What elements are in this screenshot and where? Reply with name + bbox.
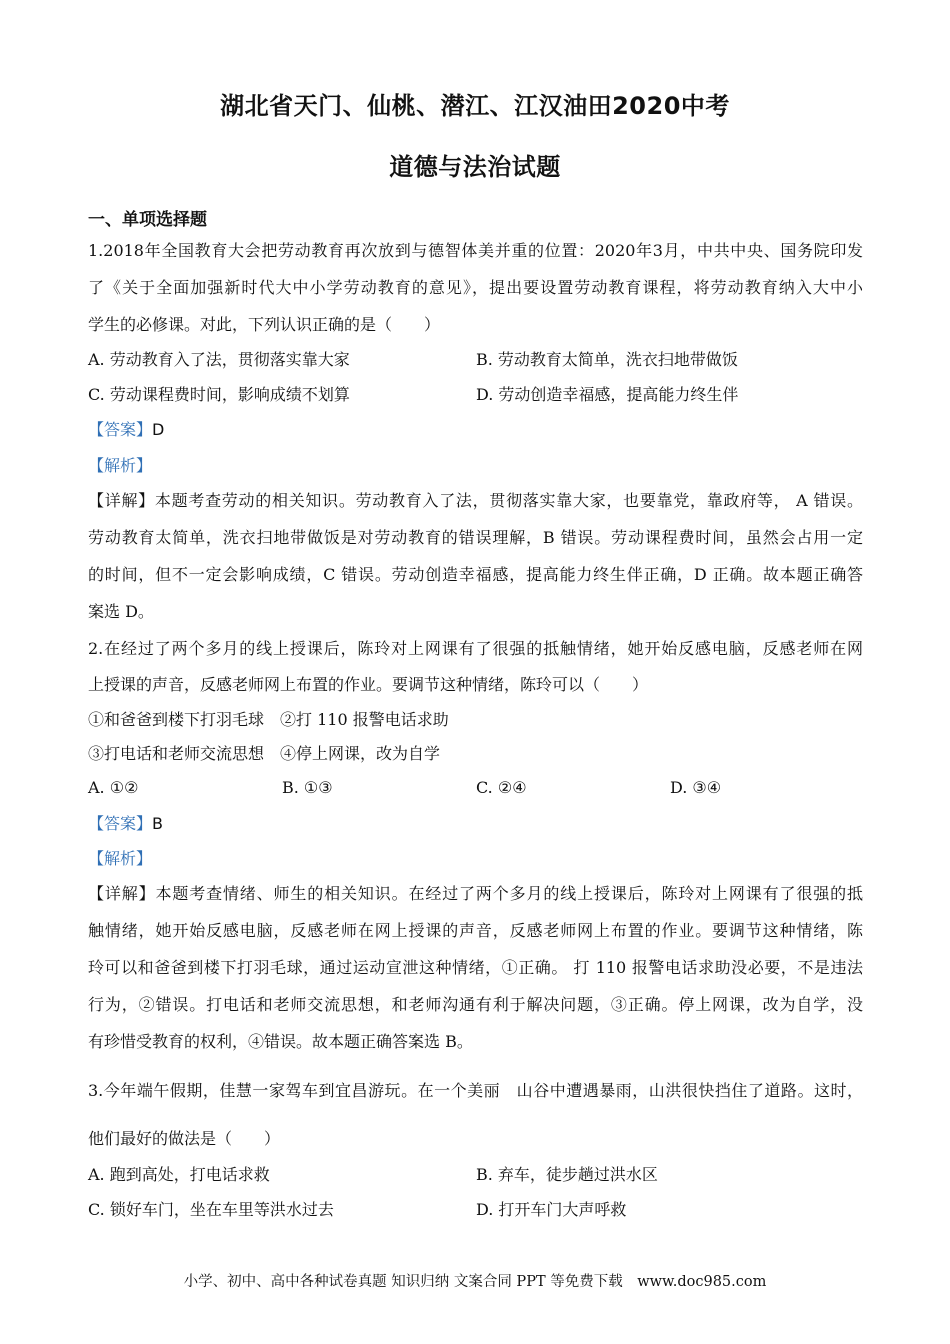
page-footer: 小学、初中、高中各种试卷真题 知识归纳 文案合同 PPT 等免费下载 www.doc985.com (183, 1274, 767, 1290)
q3-option-d: D. 打开车门大声呼救 (476, 1200, 627, 1219)
q1-option-c: C. 劳动课程费时间，影响成绩不划算 (88, 385, 350, 404)
q2-answer-value: B (152, 814, 163, 833)
q1-analysis (88, 455, 863, 477)
q2-detail-line-3: 玲可以和爸爸到楼下打羽毛球，通过运动宣泄这种情绪，①正确。 打 110 报警电话求助没必要，不是违法 (88, 958, 863, 977)
q2-stem-line-1: 2.在经过了两个多月的线上授课后，陈玲对上网课有了很强的抵触情绪，她开始反感电脑，反感老师在网 (88, 639, 863, 658)
q1-answer (88, 419, 863, 441)
q1-detail-line-3: 的时间，但不一定会影响成绩，C 错误。劳动创造幸福感，提高能力终生伴正确，D 正确。故本题正确答 (88, 565, 863, 584)
q2-option-b: B. ①③ (282, 778, 333, 797)
q1-detail-text-1: 本题考查劳动的相关知识。劳动教育入了法，贯彻落实靠大家，也要靠党，靠政府等， A 错误。 (154, 491, 863, 510)
q3-stem-line-2: 他们最好的做法是（ ） (88, 1129, 281, 1148)
q1-stem-line-1: 1.2018年全国教育大会把劳动教育再次放到与德智体美并重的位置：2020年3月，中共中央、国务院印发 (88, 241, 863, 260)
q3-option-b: B. 弃车，徒步趟过洪水区 (476, 1165, 658, 1184)
analysis-tag: 【解析】 (88, 456, 153, 475)
q1-answer-value: D (152, 420, 165, 439)
q2-detail-line-5: 有珍惜受教育的权利，④错误。故本题正确答案选 B。 (88, 1032, 473, 1051)
q3-option-a: A. 跑到高处，打电话求救 (88, 1165, 270, 1184)
q1-detail-line-2: 劳动教育太简单，洗衣扫地带做饭是对劳动教育的错误理解，B 错误。劳动课程费时间，虽然会占用一定 (88, 528, 863, 547)
q3-stem-line-1: 3.今年端午假期，佳慧一家驾车到宜昌游玩。在一个美丽 山谷中遭遇暴雨，山洪很快挡住了道路。这时， (88, 1081, 863, 1100)
q1-detail-line-4: 案选 D。 (88, 602, 154, 621)
q2-option-c: C. ②④ (476, 778, 527, 797)
exam-title-line1: 湖北省天门、仙桃、潜江、江汉油田2020中考 (220, 92, 730, 120)
q1-option-b: B. 劳动教育太简单，洗衣扫地带做饭 (476, 350, 738, 369)
section-heading: 一、单项选择题 (88, 210, 207, 230)
q1-stem-line-2: 了《关于全面加强新时代大中小学劳动教育的意见》，提出要设置劳动教育课程，将劳动教育纳入大中小 (88, 278, 863, 297)
q2-option-d: D. ③④ (670, 778, 722, 797)
q2-detail-line-4: 行为，②错误。打电话和老师交流思想，和老师沟通有利于解决问题，③正确。停上网课，改为自学，没 (88, 995, 863, 1014)
answer-tag: 【答案】 (88, 420, 153, 439)
q2-detail-text-1: 本题考查情绪、师生的相关知识。在经过了两个多月的线上授课后，陈玲对上网课有了很强的抵 (155, 884, 863, 903)
detail-tag: 【详解】 (88, 884, 156, 903)
q2-option-a: A. ①② (88, 778, 139, 797)
q1-option-a: A. 劳动教育入了法，贯彻落实靠大家 (88, 350, 350, 369)
q2-detail-line-1 (88, 883, 863, 905)
q1-stem-line-3: 学生的必修课。对此，下列认识正确的是（ ） (88, 315, 441, 334)
analysis-tag: 【解析】 (88, 849, 153, 868)
q3-option-c: C. 锁好车门，坐在车里等洪水过去 (88, 1200, 334, 1219)
exam-title-line2: 道德与法治试题 (389, 153, 561, 181)
q2-item-line-1: ①和爸爸到楼下打羽毛球 ②打 110 报警电话求助 (88, 710, 449, 729)
q2-detail-line-2: 触情绪，她开始反感电脑，反感老师在网上授课的声音，反感老师网上布置的作业。要调节这种情绪，陈 (88, 921, 863, 940)
q1-detail-line-1 (88, 490, 863, 512)
answer-tag: 【答案】 (88, 814, 153, 833)
detail-tag: 【详解】 (88, 491, 155, 510)
q2-item-line-2: ③打电话和老师交流思想 ④停上网课，改为自学 (88, 744, 441, 763)
q2-analysis (88, 848, 863, 870)
q2-answer (88, 813, 863, 835)
q2-stem-line-2: 上授课的声音，反感老师网上布置的作业。要调节这种情绪，陈玲可以（ ） (88, 675, 649, 694)
q1-option-d: D. 劳动创造幸福感，提高能力终生伴 (476, 385, 739, 404)
